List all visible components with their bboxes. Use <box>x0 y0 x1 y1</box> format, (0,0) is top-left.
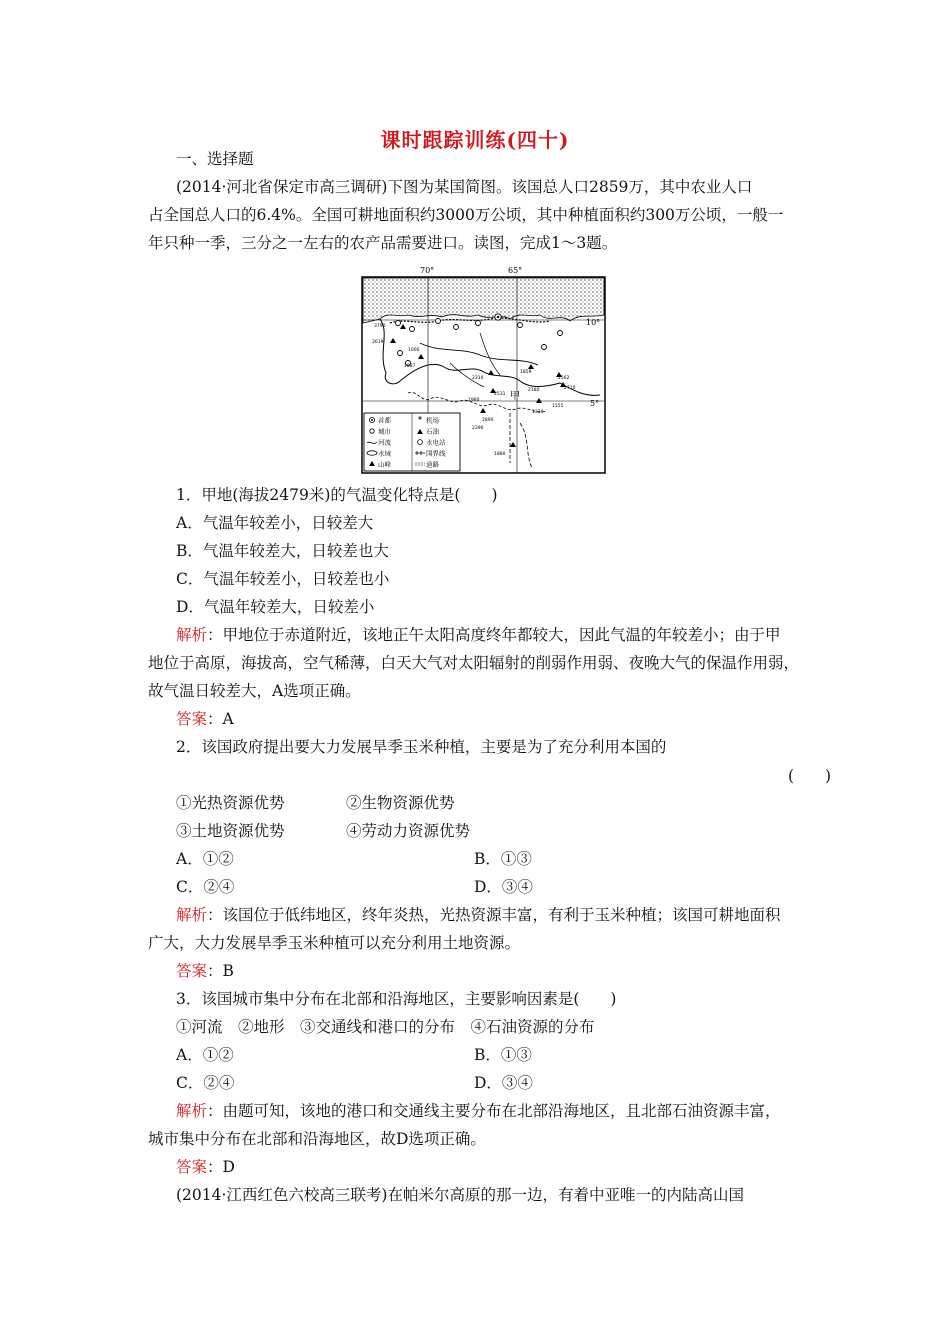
q1-answer: 答案：A <box>176 710 234 728</box>
analysis-label: 解析 <box>176 626 208 644</box>
legend-label: 山峰 <box>378 460 391 469</box>
q2-option-c: C．②④ <box>176 878 235 896</box>
q2-item: ④劳动力资源优势 <box>346 822 471 840</box>
intro-2: (2014·江西红色六校高三联考)在帕米尔高原的那一边，有着中亚唯一的内陆高山国 <box>176 1186 744 1204</box>
q3-answer: 答案：D <box>176 1158 235 1176</box>
q3-analysis: 解析：由题可知，该地的港口和交通线主要分布在北部沿海地区，且北部石油资源丰富， <box>176 1102 781 1120</box>
map-elevation-label: 3790 <box>374 324 386 329</box>
map-elevation-label: 2710 <box>564 386 576 391</box>
q3-analysis-line: 城市集中分布在北部和沿海地区，故D选项正确。 <box>148 1130 486 1148</box>
map-elevation-label: 1000 <box>408 348 420 353</box>
map-elevation-label: 2180 <box>528 388 540 393</box>
intro-line: 占全国总人口的6.4%。全国可耕地面积约3000万公顷，其中种植面积约300万公顷，一般一 <box>148 206 784 224</box>
legend-label: 机场 <box>426 416 439 425</box>
map-jia-label: 甲 <box>510 391 520 402</box>
country-map-figure <box>360 263 607 475</box>
legend-label: 首都 <box>378 416 391 425</box>
map-lon-label: 65° <box>508 266 523 275</box>
map-elevation-label: 1555 <box>552 404 564 409</box>
q1-analysis-line: 地位于高原，海拔高，空气稀薄，白天大气对太阳辐射的削弱作用弱、夜晚大气的保温作用弱， <box>148 654 800 672</box>
q1-analysis: 解析：甲地位于赤道附近，该地正午太阳高度终年都较大，因此气温的年较差小；由于甲 <box>176 626 781 644</box>
q2-item: ①光热资源优势 <box>176 794 285 812</box>
q1-analysis-line: 故气温日较差大，A选项正确。 <box>148 682 361 700</box>
q3-option-b: B．①③ <box>474 1046 532 1064</box>
intro-line: (2014·河北省保定市高三调研)下图为某国简图。该国总人口2859万，其中农业人口 <box>176 178 753 196</box>
q3-option-d: D．③④ <box>474 1074 533 1092</box>
q2-item: ②生物资源优势 <box>346 794 455 812</box>
q3-items: ①河流 ②地形 ③交通线和港口的分布 ④石油资源的分布 <box>176 1018 595 1036</box>
q2-option-b: B．①③ <box>474 850 532 868</box>
q2-option-d: D．③④ <box>474 878 533 896</box>
answer-label: 答案 <box>176 962 208 980</box>
map-elevation-label: 1339 <box>532 410 544 415</box>
map-elevation-label: 2531 <box>494 392 506 397</box>
map-lat-label: 5° <box>590 399 600 408</box>
intro-line: 年只种一季，三分之一左右的农产品需要进口。读图，完成1～3题。 <box>148 234 618 252</box>
q2-stem: 2．该国政府提出要大力发展旱季玉米种植，主要是为了充分利用本国的 <box>176 738 667 756</box>
q3-option-c: C．②④ <box>176 1074 235 1092</box>
q1-option-c: C．气温年较差小，日较差也小 <box>176 570 390 588</box>
map-elevation-label: 2310 <box>472 376 484 381</box>
section-heading: 一、选择题 <box>176 150 254 168</box>
q3-stem: 3．该国城市集中分布在北部和沿海地区，主要影响因素是( ) <box>176 990 617 1008</box>
answer-label: 答案 <box>176 710 208 728</box>
legend-label: 河流 <box>378 438 391 447</box>
map-elevation-label: 1087 <box>404 364 416 369</box>
q3-option-a: A．①② <box>176 1046 234 1064</box>
analysis-label: 解析 <box>176 1102 208 1120</box>
q2-analysis-line: 广大，大力发展旱季玉米种植可以充分利用土地资源。 <box>148 934 521 952</box>
q2-analysis: 解析：该国位于低纬地区，终年炎热，光热资源丰富，有利于玉米种植；该国可耕地面积 <box>176 906 781 924</box>
q2-answer-paren: ( ) <box>788 767 832 785</box>
map-elevation-label: 2562 <box>558 376 570 381</box>
analysis-label: 解析 <box>176 906 208 924</box>
map-elevation-label: 2619 <box>372 340 384 345</box>
map-lon-label: 70° <box>420 266 435 275</box>
legend-label: 国界线 <box>426 449 446 458</box>
map-elevation-label: 1859 <box>520 370 532 375</box>
map-lat-label: 10° <box>586 318 601 327</box>
map-elevation-label: 2396 <box>472 426 484 431</box>
q1-option-d: D．气温年较差大，日较差小 <box>176 598 375 616</box>
map-elevation-label: 1980 <box>468 398 480 403</box>
q2-item: ③土地资源优势 <box>176 822 285 840</box>
legend-label: 城市 <box>378 427 391 436</box>
map-elevation-label: 2890 <box>482 418 494 423</box>
legend-label: 道路 <box>426 460 439 469</box>
page-title: 课时跟踪训练(四十) <box>380 128 570 152</box>
q1-option-b: B．气温年较差大，日较差也大 <box>176 542 389 560</box>
q1-stem: 1．甲地(海拔2479米)的气温变化特点是( ) <box>176 486 498 504</box>
q2-option-a: A．①② <box>176 850 234 868</box>
q1-option-a: A．气温年较差小，日较差大 <box>176 514 374 532</box>
legend-label: 石油 <box>426 427 439 436</box>
answer-label: 答案 <box>176 1158 208 1176</box>
map-elevation-label: 1880 <box>494 452 506 457</box>
q2-answer: 答案：B <box>176 962 234 980</box>
legend-label: 水域 <box>378 449 391 458</box>
legend-label: 水电站 <box>426 438 446 447</box>
